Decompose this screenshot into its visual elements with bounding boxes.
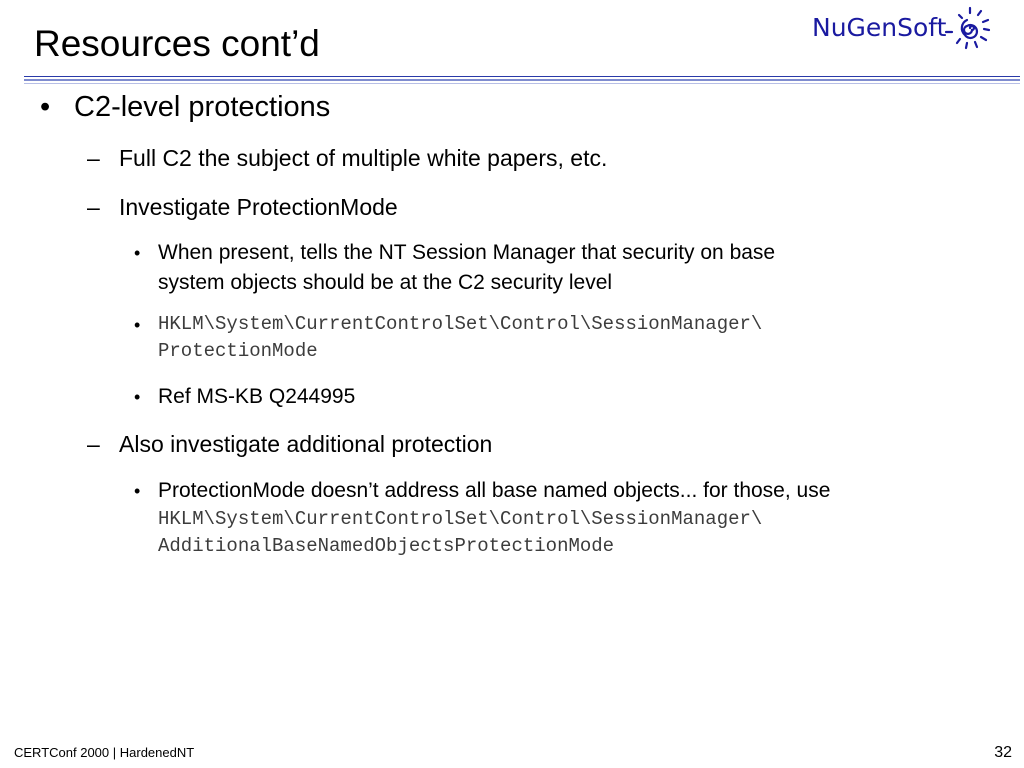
page-number: 32 bbox=[994, 744, 1012, 761]
bullet-level2 bbox=[87, 144, 608, 172]
bullet-text: Full C2 the subject of multiple white papers, etc. bbox=[119, 145, 608, 171]
bullet-marker: • bbox=[134, 481, 141, 501]
dash-marker: – bbox=[87, 431, 100, 457]
dash-marker: – bbox=[87, 145, 100, 171]
bullet-level2 bbox=[87, 430, 493, 458]
bullet-level3 bbox=[134, 476, 831, 560]
bullet-marker: • bbox=[134, 243, 141, 263]
registry-path-line: HKLM\System\CurrentControlSet\Control\SessionManager\ bbox=[158, 508, 763, 530]
registry-path-line: HKLM\System\CurrentControlSet\Control\SessionManager\ bbox=[158, 313, 763, 335]
bullet-level3 bbox=[134, 238, 776, 298]
dash-marker: – bbox=[87, 194, 100, 220]
registry-path-line: ProtectionMode bbox=[158, 340, 318, 362]
bullet-marker: • bbox=[134, 315, 141, 335]
registry-path-line: AdditionalBaseNamedObjectsProtectionMode bbox=[158, 535, 615, 557]
footer-text: CERTConf 2000 | HardenedNT bbox=[14, 745, 195, 760]
bullet-text: C2-level protections bbox=[74, 91, 331, 123]
slide-title: Resources cont’d bbox=[34, 23, 320, 64]
bullet-level3 bbox=[134, 311, 763, 365]
logo-text: NuGenSoft bbox=[812, 13, 947, 42]
bullet-text-line: When present, tells the NT Session Manager that security on base bbox=[158, 241, 776, 264]
bullet-marker: • bbox=[40, 91, 51, 123]
bullet-level1 bbox=[40, 90, 331, 124]
bullet-text-line: system objects should be at the C2 security level bbox=[158, 271, 613, 294]
bullet-marker: • bbox=[134, 387, 141, 407]
bullet-text: Investigate ProtectionMode bbox=[119, 194, 398, 220]
bullet-text: Also investigate additional protection bbox=[119, 431, 493, 457]
bullet-text: Ref MS-KB Q244995 bbox=[158, 385, 356, 408]
bullet-level3 bbox=[134, 382, 356, 412]
bullet-text-line: ProtectionMode doesn’t address all base named objects... for those, use bbox=[158, 479, 831, 502]
bullet-level2 bbox=[87, 193, 398, 221]
